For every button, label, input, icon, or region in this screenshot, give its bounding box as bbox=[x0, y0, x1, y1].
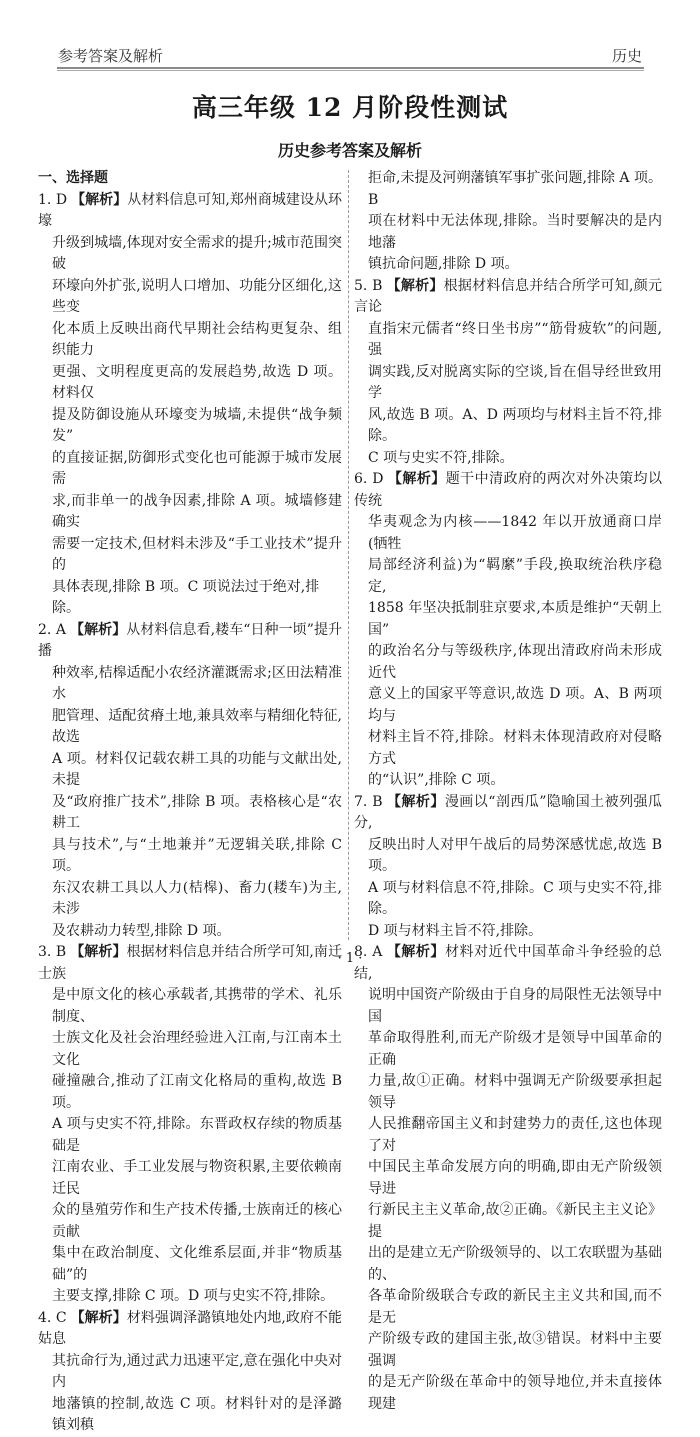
answer-text: 碰撞融合,推动了江南文化格局的重构,故选 B 项。 bbox=[52, 1073, 342, 1111]
answer-text: 及农耕动力转型,排除 D 项。 bbox=[52, 922, 231, 939]
answer-line bbox=[38, 921, 342, 943]
answer-line bbox=[354, 598, 662, 641]
answer-line bbox=[38, 577, 342, 620]
answer-text: 主要支撑,排除 C 项。D 项与史实不符,排除。 bbox=[52, 1288, 335, 1304]
answer-text: 求,而非单一的战争因素,排除 A 项。城墙修建确实 bbox=[52, 492, 342, 530]
answer-text: 众的垦殖劳作和生产技术传播,士族南迁的核心贡献 bbox=[52, 1202, 342, 1240]
answer-text: 行新民主主义革命,故②正确。《新民主主义论》提 bbox=[368, 1202, 662, 1240]
answer-text: 局部经济利益)为“羁縻”手段,换取统治秩序稳定, bbox=[368, 557, 662, 595]
answer-text: 各革命阶级联合专政的新民主主义共和国,而不是无 bbox=[368, 1288, 662, 1326]
answer-text: 士族文化及社会治理经验进入江南,与江南本土文化 bbox=[52, 1030, 342, 1068]
answer-line bbox=[38, 1394, 342, 1437]
answer-item-first-line bbox=[354, 276, 662, 319]
answer-label: 3. B bbox=[38, 944, 67, 960]
answer-item-first-line bbox=[354, 469, 662, 512]
answer-line bbox=[354, 1071, 662, 1114]
answer-line bbox=[38, 1114, 342, 1157]
analysis-tag: 【解析】 bbox=[387, 471, 446, 487]
answer-text: 1858 年坚决抵制驻京要求,本质是维护“天朝上国” bbox=[368, 600, 662, 638]
answer-line bbox=[38, 835, 342, 878]
answer-item-first-line bbox=[38, 190, 342, 233]
answer-label: 5. B bbox=[354, 277, 383, 294]
answer-text: 中国民主革命发展方向的明确,即由无产阶级领导进 bbox=[368, 1159, 662, 1197]
answer-label: 1. D bbox=[38, 191, 68, 208]
answer-line bbox=[354, 1286, 662, 1329]
answer-line bbox=[354, 1114, 662, 1157]
answer-line bbox=[354, 835, 662, 878]
answer-item-first-line bbox=[38, 1308, 342, 1351]
answer-text: 根据材料信息并结合所学可知,南迁士族 bbox=[38, 944, 342, 982]
answer-line bbox=[38, 1243, 342, 1286]
left-column bbox=[38, 168, 342, 1437]
answer-text: 是中原文化的核心承载者,其携带的学术、礼乐制度、 bbox=[52, 987, 342, 1025]
answer-text: 地藩镇的控制,故选 C 项。材料针对的是泽潞镇刘稹 bbox=[52, 1395, 342, 1433]
answer-line bbox=[38, 1200, 342, 1243]
answer-text: 肥管理、适配贫瘠土地,兼具效率与精细化特征,故选 bbox=[52, 707, 342, 745]
page-subtitle: 历史参考答案及解析 bbox=[277, 141, 422, 160]
answer-line bbox=[354, 770, 662, 792]
answer-line bbox=[38, 878, 342, 921]
answer-line bbox=[38, 534, 342, 577]
answer-text: A 项。材料仅记载农耕工具的功能与文献出处,未提 bbox=[52, 750, 342, 788]
answer-text: 漫画以“剖西瓜”隐喻国土被列强瓜分, bbox=[354, 793, 662, 831]
answer-line bbox=[354, 1157, 662, 1200]
answer-text: 升级到城墙,体现对安全需求的提升;城市范围突破 bbox=[52, 234, 342, 272]
answer-line bbox=[354, 1329, 662, 1372]
analysis-tag: 【解析】 bbox=[386, 793, 445, 810]
answer-line bbox=[354, 921, 662, 943]
answer-line bbox=[38, 1071, 342, 1114]
answer-item-first-line bbox=[38, 620, 342, 663]
answer-line bbox=[354, 985, 662, 1028]
answer-text: 东汉农耕工具以人力(桔槔)、畜力(耧车)为主,未涉 bbox=[52, 879, 342, 917]
answer-line bbox=[354, 1200, 662, 1243]
analysis-tag: 【解析】 bbox=[386, 277, 444, 294]
answer-line bbox=[354, 448, 662, 470]
answer-line bbox=[38, 1286, 342, 1308]
column-divider bbox=[348, 170, 349, 940]
running-header-subject: 历史 bbox=[611, 47, 642, 65]
answer-line bbox=[354, 555, 662, 598]
answer-text: 从材料信息看,耧车“日种一顷”提升播 bbox=[38, 621, 343, 659]
answer-line bbox=[354, 362, 662, 405]
answer-item-first-line bbox=[354, 792, 662, 835]
answer-line bbox=[38, 792, 342, 835]
answer-text: A 项与史实不符,排除。东晋政权存续的物质基础是 bbox=[52, 1116, 342, 1154]
answer-line bbox=[354, 1028, 662, 1071]
answer-text: 具体表现,排除 B 项。C 项说法过于绝对,排除。 bbox=[52, 578, 320, 616]
answer-text: 风,故选 B 项。A、D 两项均与材料主旨不符,排除。 bbox=[368, 406, 662, 444]
answer-line bbox=[38, 319, 342, 362]
analysis-tag: 【解析】 bbox=[386, 944, 445, 960]
answer-text: 江南农业、手工业发展与物资积累,主要依赖南迁民 bbox=[52, 1159, 342, 1197]
answer-text: 力量,故①正确。材料中强调无产阶级要承担起领导 bbox=[368, 1073, 662, 1111]
answer-text: 根据材料信息并结合所学可知,颜元言论 bbox=[354, 277, 662, 315]
answer-line bbox=[38, 749, 342, 792]
section-heading: 一、选择题 bbox=[38, 170, 108, 186]
answer-text: 产阶级专政的建国主张,故③错误。材料中主要强调 bbox=[368, 1331, 662, 1369]
answer-text: 具与技术”,与“土地兼并”无逻辑关联,排除 C 项。 bbox=[52, 836, 342, 874]
answer-line bbox=[38, 706, 342, 749]
answer-text: 调实践,反对脱离实际的空谈,旨在倡导经世致用学 bbox=[368, 363, 662, 401]
answer-label: 7. B bbox=[354, 793, 383, 810]
answer-text: 的“认识”,排除 C 项。 bbox=[368, 772, 505, 788]
answer-label: 8. A bbox=[354, 944, 383, 960]
continuation-line: 镇抗命问题,排除 D 项。 bbox=[368, 256, 519, 272]
continuation-line: 拒命,未提及河朔藩镇军事扩张问题,排除 A 项。B bbox=[368, 170, 662, 208]
answer-line bbox=[38, 663, 342, 706]
right-column bbox=[354, 168, 662, 1415]
answer-text: 反映出时人对甲午战后的局势深感忧虑,故选 B 项。 bbox=[368, 836, 662, 874]
answer-text: 更强、文明程度更高的发展趋势,故选 D 项。材料仅 bbox=[52, 363, 342, 401]
answer-text: 材料对近代中国革命斗争经验的总结, bbox=[354, 944, 663, 982]
answer-text: 种效率,桔槔适配小农经济灌溉需求;区田法精准水 bbox=[52, 664, 342, 702]
answer-line bbox=[354, 641, 662, 684]
answer-line bbox=[38, 448, 342, 491]
answer-text: 的是无产阶级在革命中的领导地位,并未直接体现建 bbox=[368, 1374, 662, 1412]
answer-text: 的直接证据,防御形式变化也可能源于城市发展需 bbox=[52, 449, 342, 487]
answer-line bbox=[354, 684, 662, 727]
answer-label: 2. A bbox=[38, 621, 66, 638]
answer-text: 及“政府推广技术”,排除 B 项。表格核心是“农耕工 bbox=[52, 793, 342, 831]
answer-text: 化本质上反映出商代早期社会结构更复杂、组织能力 bbox=[52, 320, 342, 358]
answer-text: 其抗命行为,通过武力迅速平定,意在强化中央对内 bbox=[52, 1352, 342, 1390]
answer-text: 需要一定技术,但材料未涉及“手工业技术”提升的 bbox=[52, 535, 342, 573]
answer-line bbox=[38, 233, 342, 276]
answer-line bbox=[38, 1028, 342, 1071]
answer-text: 华夷观念为内核——1842 年以开放通商口岸(牺牲 bbox=[368, 514, 662, 552]
answer-text: C 项与史实不符,排除。 bbox=[368, 449, 514, 466]
answer-line bbox=[354, 512, 662, 555]
answer-text: 材料主旨不符,排除。材料未体现清政府对侵略方式 bbox=[368, 729, 662, 767]
answer-text: 人民推翻帝国主义和封建势力的责任,这也体现了对 bbox=[368, 1116, 662, 1154]
answer-text: 出的是建立无产阶级领导的、以工农联盟为基础的、 bbox=[368, 1245, 662, 1283]
continuation-line: 项在材料中无法体现,排除。当时要解决的是内地藩 bbox=[368, 213, 662, 251]
answer-line bbox=[354, 878, 662, 921]
answer-line bbox=[38, 1157, 342, 1200]
answer-text: 集中在政治制度、文化维系层面,并非“物质基础”的 bbox=[52, 1245, 342, 1283]
answer-line bbox=[38, 491, 342, 534]
answer-line bbox=[354, 1372, 662, 1415]
answer-line bbox=[38, 405, 342, 448]
answer-text: 提及防御设施从环壕变为城墙,未提供“战争频发” bbox=[52, 406, 342, 444]
answer-text: 的政治名分与等级秩序,体现出清政府尚未形成近代 bbox=[368, 643, 662, 681]
page-title: 高三年级 12 月阶段性测试 bbox=[191, 93, 509, 122]
header-rule bbox=[57, 67, 644, 71]
analysis-tag: 【解析】 bbox=[70, 1309, 127, 1326]
answer-text: 题干中清政府的两次对外决策均以传统 bbox=[354, 471, 663, 509]
page-number: · 1 · bbox=[337, 951, 363, 966]
answer-line bbox=[354, 405, 662, 448]
answer-line bbox=[354, 727, 662, 770]
answer-line bbox=[38, 276, 342, 319]
answer-text: 从材料信息可知,郑州商城建设从环壕 bbox=[38, 191, 342, 229]
answer-text: 说明中国资产阶级由于自身的局限性无法领导中国 bbox=[368, 987, 662, 1025]
answer-line bbox=[354, 319, 662, 362]
running-header-left: 参考答案及解析 bbox=[58, 47, 164, 65]
answer-label: 4. C bbox=[38, 1309, 67, 1326]
analysis-tag: 【解析】 bbox=[71, 191, 128, 208]
answer-text: 材料强调泽潞镇地处内地,政府不能姑息 bbox=[38, 1309, 343, 1347]
answer-text: 直指宋元儒者“终日坐书房”“筋骨疲软”的问题,强 bbox=[368, 320, 662, 358]
answer-text: D 项与材料主旨不符,排除。 bbox=[368, 922, 543, 939]
answer-line bbox=[354, 1243, 662, 1286]
answer-line bbox=[38, 985, 342, 1028]
answer-label: 6. D bbox=[354, 471, 384, 487]
answer-text: 环壕向外扩张,说明人口增加、功能分区细化,这些变 bbox=[52, 277, 342, 315]
analysis-tag: 【解析】 bbox=[69, 621, 127, 638]
answer-line bbox=[38, 1351, 342, 1394]
answer-text: 革命取得胜利,而无产阶级才是领导中国革命的正确 bbox=[368, 1030, 662, 1068]
answer-text: 意义上的国家平等意识,故选 D 项。A、B 两项均与 bbox=[368, 686, 662, 724]
answer-text: A 项与材料信息不符,排除。C 项与史实不符,排除。 bbox=[368, 879, 662, 917]
analysis-tag: 【解析】 bbox=[70, 944, 127, 960]
answer-line bbox=[38, 362, 342, 405]
